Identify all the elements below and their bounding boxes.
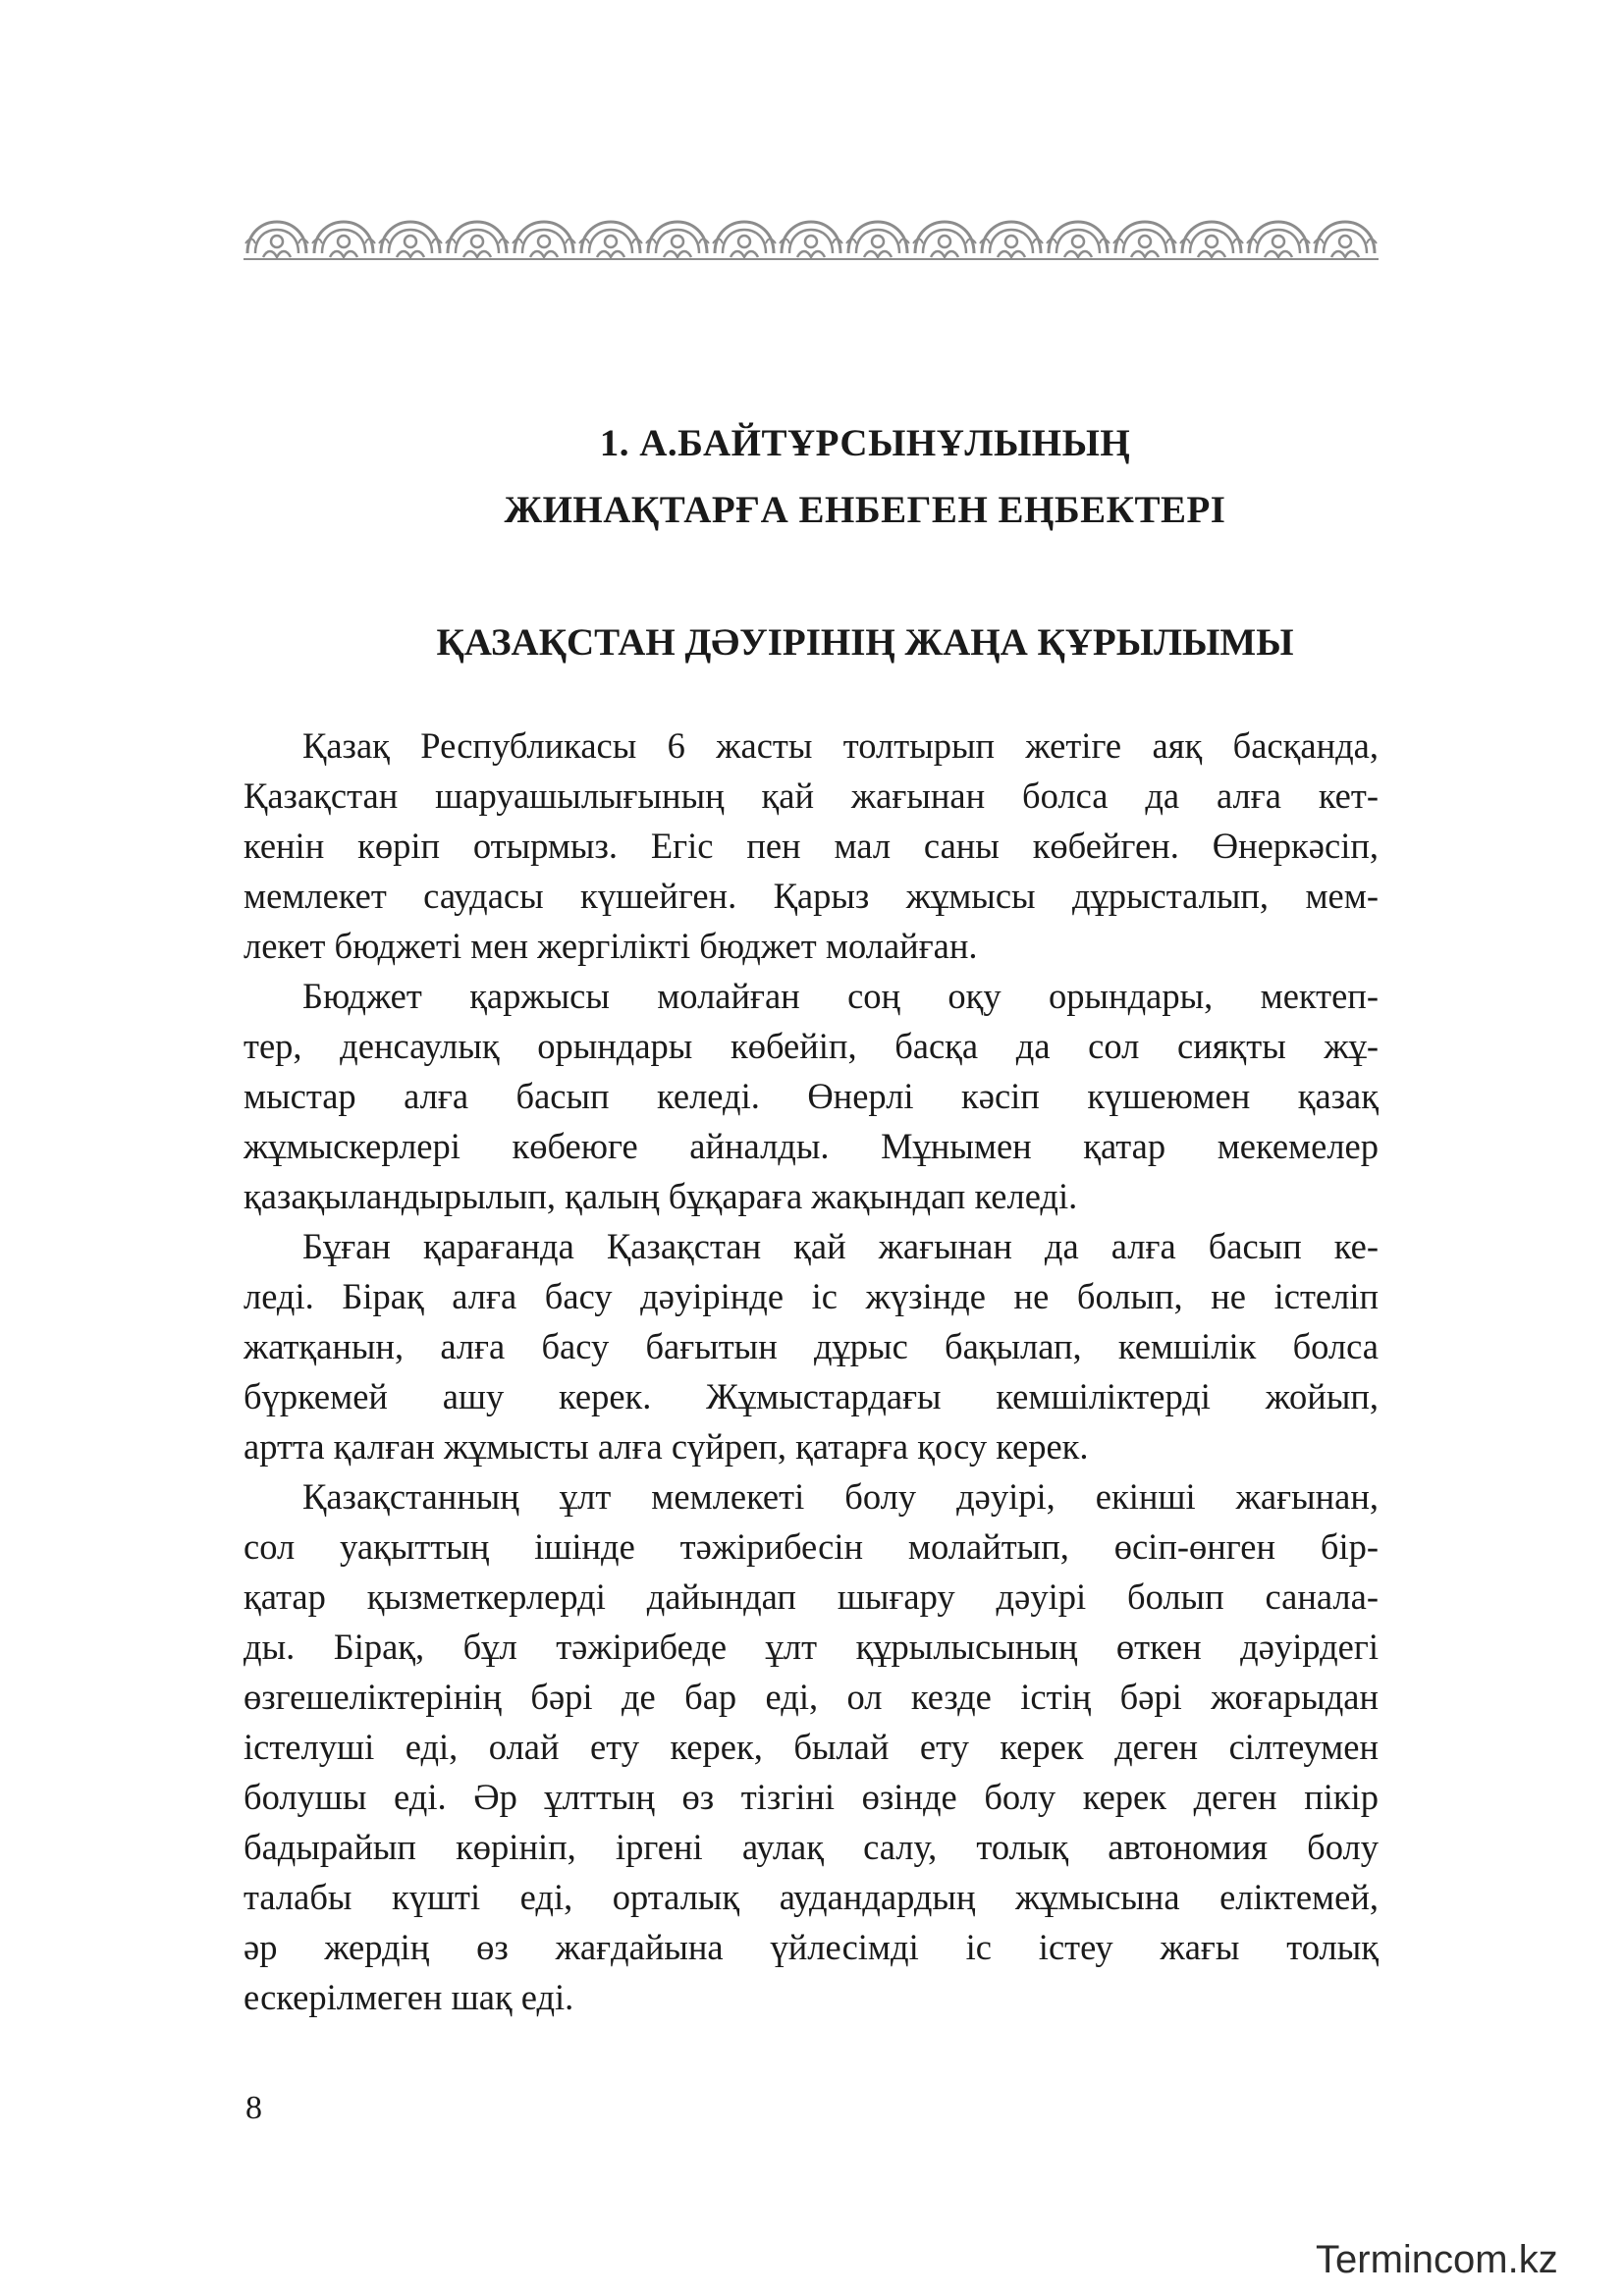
chapter-title-line-1: 1. А.БАЙТҰРСЫНҰЛЫНЫҢ — [599, 422, 1131, 464]
section-title: ҚАЗАҚСТАН ДӘУІРІНІҢ ЖАҢА ҚҰРЫЛЫМЫ — [436, 621, 1294, 664]
page-number: 8 — [245, 2090, 262, 2126]
text-line: қатар қызметкерлерді дайындап шығару дәуірі болып санала- — [244, 1576, 1379, 1617]
paragraph-4 — [244, 1471, 1379, 2022]
watermark-text: Termincom.kz — [1316, 2237, 1558, 2281]
text-line: Бюджет қаржысы молайған соң оқу орындары, мектеп- — [302, 976, 1379, 1016]
body-text — [244, 721, 1379, 2022]
text-line: әр жердің өз жағдайына үйлесімді іс істеу жағы толық — [244, 1927, 1379, 1967]
text-line: Қазақстанның ұлт мемлекеті болу дәуірі, екінші жағынан, — [302, 1476, 1379, 1517]
watermark-logo — [1316, 2236, 1610, 2283]
text-line: Бұған қарағанда Қазақстан қай жағынан да алға басып ке- — [302, 1226, 1379, 1266]
text-line: болушы еді. Әр ұлттың өз тізгіні өзінде болу керек деген пікір — [244, 1777, 1379, 1817]
text-line: бадырайып көрініп, іргені аулақ салу, толық автономия болу — [244, 1827, 1379, 1867]
text-line: лекет бюджеті мен жергілікті бюджет молайған. — [244, 926, 978, 966]
text-line: кенін көріп отырмыз. Егіс пен мал саны көбейген. Өнеркәсіп, — [244, 826, 1379, 866]
text-line: жұмыскерлері көбеюге айналды. Мұнымен қатар мекемелер — [244, 1126, 1379, 1166]
text-line: артта қалған жұмысты алға сүйреп, қатарға қосу керек. — [244, 1426, 1089, 1467]
paragraph-3 — [244, 1221, 1379, 1471]
text-line: қазақыландырылып, қалың бұқараға жақындап келеді. — [244, 1176, 1078, 1216]
text-line: бүркемей ашу керек. Жұмыстардағы кемшіліктерді жойып, — [244, 1376, 1379, 1416]
text-line: мемлекет саудасы күшейген. Қарыз жұмысы дұрысталып, мем- — [244, 876, 1379, 916]
text-line: тер, денсаулық орындары көбейіп, басқа да сол сияқты жұ- — [244, 1026, 1379, 1066]
text-line: өзгешеліктерінің бәрі де бар еді, ол кезде істің бәрі жоғарыдан — [244, 1677, 1379, 1717]
text-line: талабы күшті еді, орталық аудандардың жұмысына еліктемей, — [244, 1877, 1379, 1917]
text-line: ескерілмеген шақ еді. — [244, 1977, 574, 2017]
text-line: сол уақыттың ішінде тәжірибесін молайтып, өсіп-өнген бір- — [244, 1526, 1379, 1567]
text-line: Қазақ Республикасы 6 жасты толтырып жетіге аяқ басқанда, — [302, 725, 1379, 766]
chapter-title-line-2: ЖИНАҚТАРҒА ЕНБЕГЕН ЕҢБЕКТЕРІ — [504, 489, 1226, 531]
text-line: Қазақстан шаруашылығының қай жағынан болса да алға кет- — [244, 775, 1379, 816]
chapter-title — [244, 410, 1379, 544]
text-line: мыстар алға басып келеді. Өнерлі кәсіп күшеюмен қазақ — [244, 1076, 1379, 1116]
paragraph-1 — [244, 721, 1379, 971]
text-line: леді. Бірақ алға басу дәуірінде іс жүзінде не болып, не істеліп — [244, 1276, 1379, 1316]
text-line: ды. Бірақ, бұл тәжірибеде ұлт құрылысының өткен дәуірдегі — [244, 1627, 1379, 1667]
text-line: жатқанын, алға басу бағытын дұрыс бақылап, кемшілік болса — [244, 1326, 1379, 1366]
ornament-border — [244, 214, 1379, 265]
paragraph-2 — [244, 971, 1379, 1221]
text-line: істелуші еді, олай ету керек, былай ету керек деген сілтеумен — [244, 1727, 1379, 1767]
